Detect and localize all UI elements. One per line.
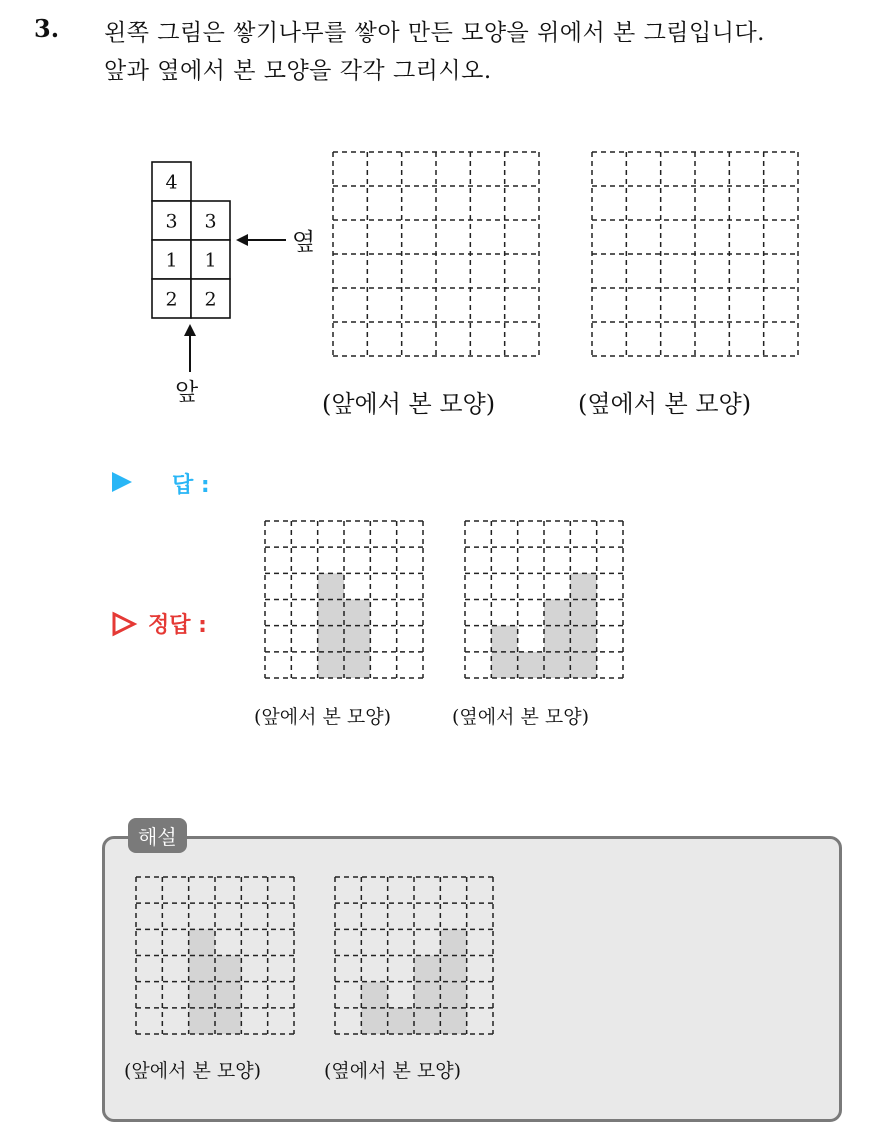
blank-side-grid[interactable]	[592, 152, 798, 356]
view-column	[544, 600, 570, 679]
answer-front-caption: (앞에서 본 모양)	[254, 706, 392, 728]
answer-front-grid	[265, 521, 423, 678]
question-line-1: 왼쪽 그림은 쌓기나무를 쌓아 만든 모양을 위에서 본 그림입니다.	[104, 20, 765, 46]
side-label: 옆	[292, 228, 316, 256]
top-view-cell-value: 2	[204, 288, 217, 311]
explanation-tab: 해설	[128, 818, 187, 853]
top-view-cell-value: 3	[165, 210, 178, 233]
answer-side-caption: (옆에서 본 모양)	[452, 706, 590, 728]
view-column	[518, 652, 544, 678]
blank-front-caption: (앞에서 본 모양)	[322, 390, 496, 418]
blank-side-caption: (옆에서 본 모양)	[578, 390, 752, 418]
top-view-cell-value: 4	[165, 171, 178, 194]
side-arrow-head	[236, 234, 248, 246]
explanation-side-caption: (옆에서 본 모양)	[324, 1060, 462, 1082]
view-column	[344, 600, 370, 679]
question-number: 3.	[34, 14, 60, 43]
answer-label: 답 :	[172, 473, 210, 498]
explanation-front-grid	[136, 877, 294, 1034]
top-view-cell-value: 2	[165, 288, 178, 311]
view-column	[414, 956, 440, 1035]
explanation-front-caption: (앞에서 본 모양)	[124, 1060, 262, 1082]
front-label: 앞	[175, 378, 199, 406]
correct-marker-icon	[112, 612, 138, 638]
view-column	[388, 1008, 414, 1034]
view-column	[215, 956, 241, 1035]
top-view-cell-value: 1	[165, 249, 178, 272]
correct-answer-label: 정답 :	[148, 613, 207, 638]
front-arrow-head	[184, 324, 196, 336]
question-line-2: 앞과 옆에서 본 모양을 각각 그리시오.	[104, 58, 492, 84]
answer-marker-icon	[112, 472, 136, 496]
answer-side-grid	[465, 521, 623, 678]
top-view-cell-value: 3	[204, 210, 217, 233]
blank-front-grid[interactable]	[333, 152, 539, 356]
top-view-cell-value: 1	[204, 249, 217, 272]
explanation-side-grid	[335, 877, 493, 1034]
